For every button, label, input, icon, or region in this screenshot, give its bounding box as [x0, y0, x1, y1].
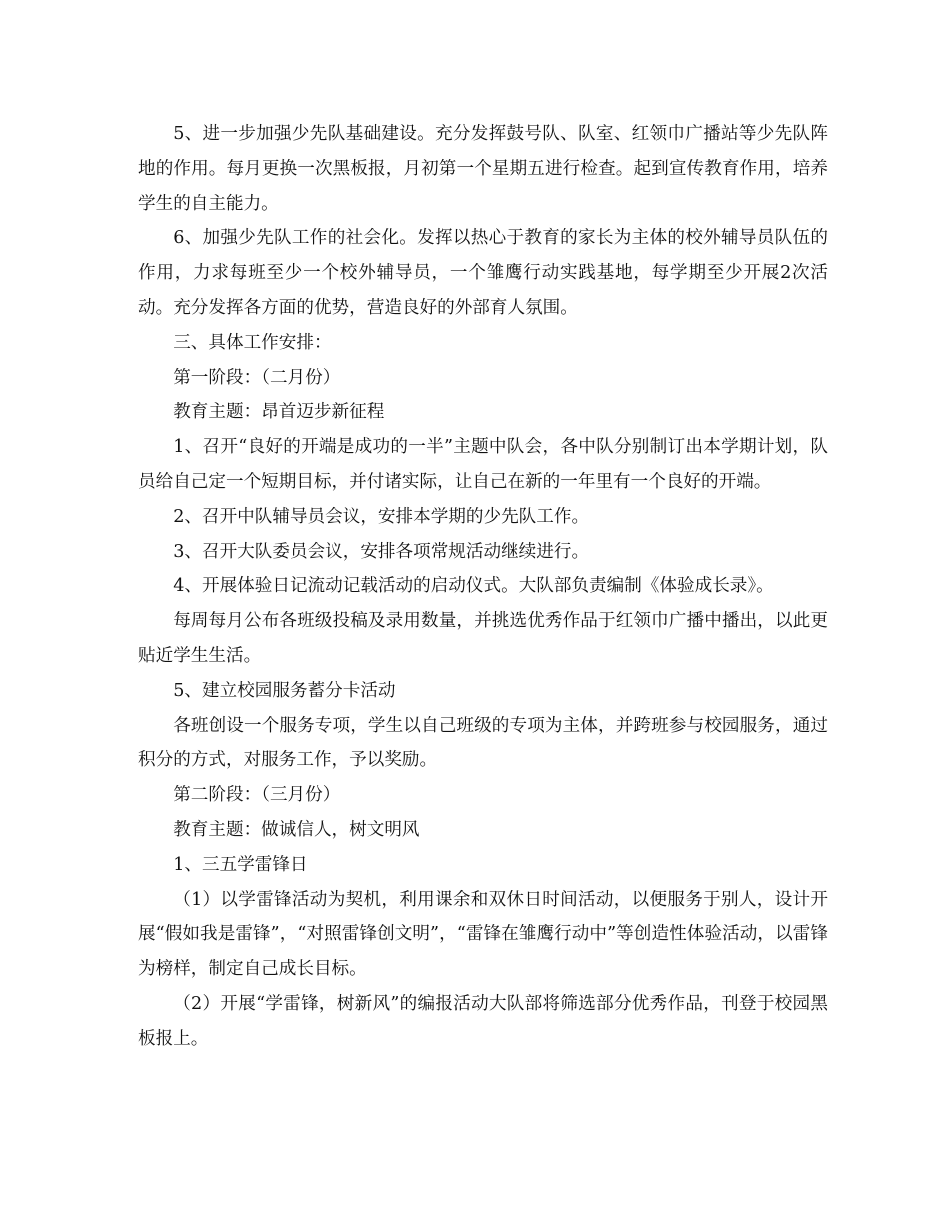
- stage-one-item-1: 1、召开“良好的开端是成功的一半”主题中队会，各中队分别制订出本学期计划，队员给自己定一个短期目标，并付诸实际，让自己在新的一年里有一个良好的开端。: [138, 437, 828, 492]
- stage-one-item-5: 5、建立校园服务蓄分卡活动: [173, 680, 396, 701]
- paragraph-socialization: 6、加强少先队工作的社会化。发挥以热心于教育的家长为主体的校外辅导员队伍的作用，力求每班至少一个校外辅导员，一个雏鹰行动实践基地，每学期至少开展2次活动。充分发挥各方面的优势，营造良好的外部育人氛围。: [138, 228, 828, 318]
- stage-one-theme: 教育主题：昂首迈步新征程: [173, 402, 385, 423]
- stage-one-item-4-detail: 每周每月公布各班级投稿及录用数量，并挑选优秀作品于红领巾广播中播出，以此更贴近学生生活。: [138, 611, 828, 666]
- stage-two-subitem-1: （1）以学雷锋活动为契机，利用课余和双休日时间活动，以便服务于别人，设计开展“假如我是雷锋”，“对照雷锋创文明”，“雷锋在雏鹰行动中”等创造性体验活动，以雷锋为榜样，制定自己成长目标。: [138, 889, 828, 980]
- stage-two-theme: 教育主题：做诚信人，树文明风: [173, 819, 420, 840]
- stage-one-item-4: 4、开展体验日记流动记载活动的启动仪式。大队部负责编制《体验成长录》。: [173, 576, 774, 597]
- stage-one-item-2: 2、召开中队辅导员会议，安排本学期的少先队工作。: [173, 506, 590, 527]
- section-heading-work-plan: 三、具体工作安排：: [173, 332, 332, 353]
- stage-one-item-5-detail: 各班创设一个服务专项，学生以自己班级的专项为主体，并跨班参与校园服务，通过积分的方式，对服务工作，予以奖励。: [138, 715, 828, 771]
- stage-two-heading: 第二阶段：（三月份）: [173, 785, 341, 806]
- stage-two-item-1: 1、三五学雷锋日: [173, 854, 308, 875]
- stage-two-subitem-2: （2）开展“学雷锋，树新风”的编报活动大队部将筛选部分优秀作品，刊登于校园黑板报上。: [138, 993, 828, 1049]
- stage-one-heading: 第一阶段：（二月份）: [173, 367, 341, 388]
- document-body: [138, 117, 828, 1057]
- stage-one-item-3: 3、召开大队委员会议，安排各项常规活动继续进行。: [173, 541, 590, 562]
- paragraph-basic-construction: 5、进一步加强少先队基础建设。充分发挥鼓号队、队室、红领巾广播站等少先队阵地的作用。每月更换一次黑板报，月初第一个星期五进行检查。起到宣传教育作用，培养学生的自主能力。: [138, 124, 828, 214]
